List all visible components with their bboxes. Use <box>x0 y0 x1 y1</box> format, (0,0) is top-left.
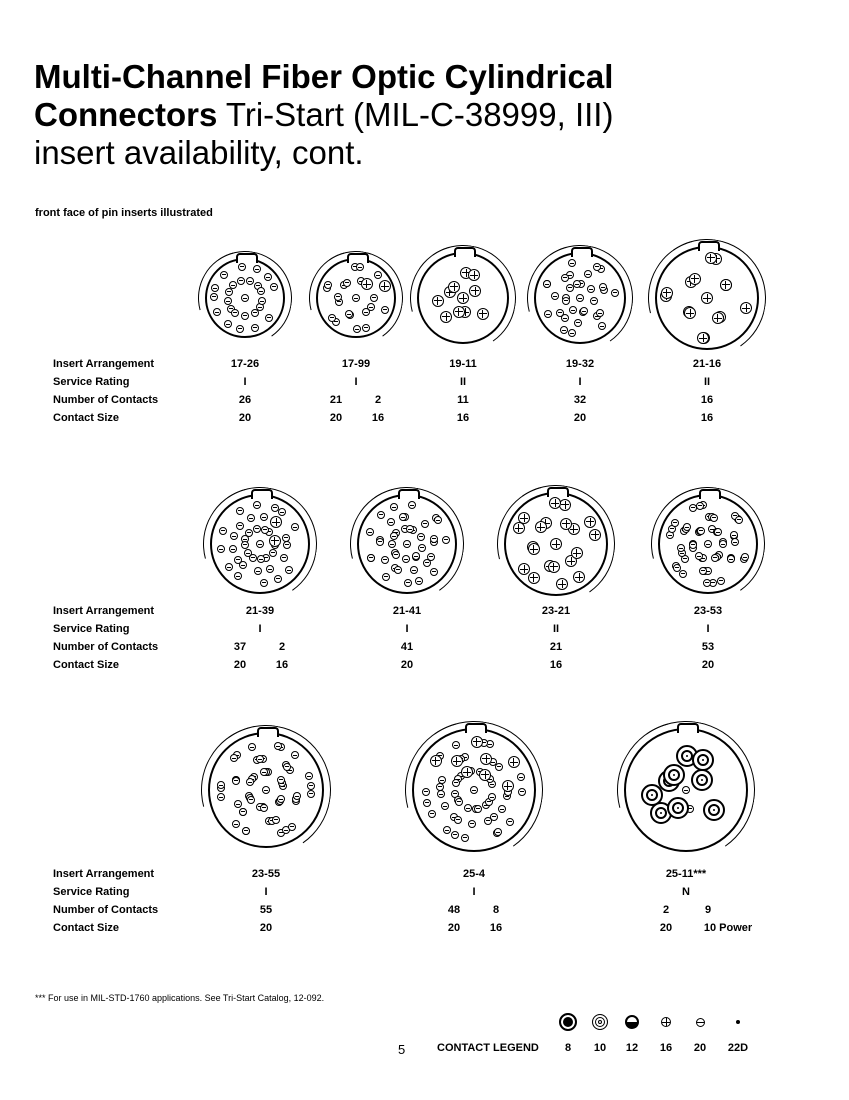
insert-diagram-23-53 <box>658 494 758 594</box>
contact-pin <box>494 828 502 836</box>
contact-pin <box>403 540 411 548</box>
insert-contacts-value: 11 <box>457 394 469 406</box>
contact-pin <box>560 518 572 530</box>
insert-diagram-17-26 <box>205 258 285 338</box>
contact-pin <box>712 312 724 324</box>
contact-pin <box>230 754 238 762</box>
contact-pin <box>576 294 584 302</box>
legend-size-label: 10 <box>593 1042 607 1054</box>
row-label-size: Contact Size <box>53 659 120 671</box>
insert-rating-value: I <box>578 376 582 388</box>
contact-pin <box>377 511 385 519</box>
row-label-contacts: Number of Contacts <box>53 904 159 916</box>
contact-pin <box>432 295 444 307</box>
insert-arrangement-value: 17-26 <box>230 358 260 370</box>
insert-diagram-21-16 <box>655 246 759 350</box>
insert-size-value: 20 <box>400 659 414 671</box>
insert-size-value: 16 <box>700 412 714 424</box>
legend-symbol-12 <box>625 1015 639 1029</box>
insert-diagram-21-41 <box>357 494 457 594</box>
contact-pin <box>232 777 240 785</box>
legend-size-label: 22D <box>727 1042 749 1054</box>
title-line-2-rest: Tri-Start (MIL-C-38999, III) <box>217 96 614 133</box>
legend-symbol-22D <box>736 1020 740 1024</box>
insert-contacts-value: 48 <box>447 904 461 916</box>
insert-arrangement-value: 25-4 <box>462 868 486 880</box>
contact-pin <box>584 516 596 528</box>
contact-pin <box>376 538 384 546</box>
contact-pin <box>404 579 412 587</box>
insert-rating-value: II <box>552 623 560 635</box>
contact-pin <box>683 523 691 531</box>
contact-pin <box>679 570 687 578</box>
contact-pin <box>562 297 570 305</box>
insert-contacts-value: 21 <box>549 641 563 653</box>
insert-arrangement-value: 21-16 <box>692 358 722 370</box>
insert-size-value: 20 <box>447 922 461 934</box>
insert-contacts-value: 53 <box>701 641 715 653</box>
insert-rating-value: N <box>682 886 690 898</box>
contact-pin <box>251 309 259 317</box>
contact-pin <box>239 808 247 816</box>
insert-arrangement-value: 23-53 <box>693 605 723 617</box>
contact-pin <box>241 312 249 320</box>
contact-pin <box>256 540 264 548</box>
insert-rating-value: I <box>706 623 710 635</box>
contact-pin <box>390 532 398 540</box>
insert-size-value: 16 <box>489 922 503 934</box>
legend-symbol-20 <box>696 1018 705 1027</box>
row-label-rating: Service Rating <box>53 886 130 898</box>
footnote: *** For use in MIL-STD-1760 applications. See Tri-Start Catalog, 12-092. <box>35 993 325 1003</box>
contact-pin <box>502 780 514 792</box>
insert-arrangement-value: 23-21 <box>541 605 571 617</box>
insert-rating-value: I <box>472 886 476 898</box>
contact-pin <box>513 522 525 534</box>
contact-pin <box>727 555 735 563</box>
contact-pin <box>387 518 395 526</box>
contact-pin <box>451 755 463 767</box>
contact-pin <box>417 533 425 541</box>
legend-symbol-10 <box>592 1014 608 1030</box>
contact-pin <box>274 575 282 583</box>
legend-size-label: 8 <box>564 1042 572 1054</box>
contact-pin <box>561 274 569 282</box>
contact-pin <box>343 279 351 287</box>
contact-pin <box>528 572 540 584</box>
insert-size-value: 20 <box>259 922 273 934</box>
contact-pin <box>366 528 374 536</box>
contact-pin <box>701 292 713 304</box>
contact-pin <box>517 773 525 781</box>
contact-pin <box>699 567 707 575</box>
insert-diagram-19-32 <box>534 252 626 344</box>
contact-pin <box>265 314 273 322</box>
insert-contacts-value: 9 <box>704 904 712 916</box>
contact-pin <box>283 763 291 771</box>
contact-pin <box>381 306 389 314</box>
contact-pin <box>714 528 722 536</box>
insert-contacts-value: 26 <box>238 394 252 406</box>
contact-pin <box>361 278 373 290</box>
contact-pin <box>256 755 264 763</box>
contact-pin <box>234 556 242 564</box>
contact-pin <box>382 573 390 581</box>
contact-pin <box>560 326 568 334</box>
contact-pin <box>374 271 382 279</box>
contact-pin <box>423 799 431 807</box>
page-number: 5 <box>398 1042 406 1057</box>
row-label-contacts: Number of Contacts <box>53 394 159 406</box>
insert-diagram-23-21 <box>504 492 608 596</box>
title-line-3: insert availability, cont. <box>34 134 364 171</box>
contact-pin <box>428 810 436 818</box>
contact-pin <box>474 805 482 813</box>
subtitle: front face of pin inserts illustrated <box>35 207 213 219</box>
contact-pin <box>353 325 361 333</box>
insert-rating-value: II <box>459 376 467 388</box>
insert-contacts-value: 37 <box>233 641 247 653</box>
contact-pin <box>370 294 378 302</box>
insert-arrangement-value: 17-99 <box>341 358 371 370</box>
contact-pin <box>277 776 285 784</box>
legend-size-label: 16 <box>659 1042 673 1054</box>
contact-pin <box>262 786 270 794</box>
contact-pin <box>479 769 491 781</box>
contact-pin <box>356 263 364 271</box>
insert-contacts-value: 8 <box>492 904 500 916</box>
insert-arrangement-value: 25-11*** <box>665 868 707 880</box>
row-label-arrangement: Insert Arrangement <box>53 868 155 880</box>
contact-pin <box>471 736 483 748</box>
contact-pin <box>334 293 342 301</box>
contact-pin <box>703 579 711 587</box>
insert-contacts-value: 2 <box>278 641 286 653</box>
insert-size-value: 20 <box>233 659 247 671</box>
contact-pin <box>593 263 601 271</box>
insert-diagram-25-11 <box>624 728 748 852</box>
insert-arrangement-value: 21-39 <box>245 605 275 617</box>
insert-arrangement-value: 23-55 <box>251 868 281 880</box>
title-line-2-bold: Connectors <box>34 96 218 133</box>
contact-pin <box>596 309 604 317</box>
insert-contacts-value: 55 <box>259 904 273 916</box>
contact-pin <box>453 306 465 318</box>
contact-pin <box>253 525 261 533</box>
contact-pin <box>663 764 685 786</box>
contact-pin <box>451 831 459 839</box>
legend-symbol-16 <box>661 1017 671 1027</box>
insert-diagram-21-39 <box>210 494 310 594</box>
insert-arrangement-value: 19-32 <box>565 358 595 370</box>
insert-rating-value: I <box>405 623 409 635</box>
row-label-arrangement: Insert Arrangement <box>53 358 155 370</box>
contact-pin <box>362 324 370 332</box>
contact-pin <box>251 324 259 332</box>
contact-pin <box>236 522 244 530</box>
insert-contacts-value: 2 <box>662 904 670 916</box>
insert-size-value: 16 <box>275 659 289 671</box>
contact-pin <box>269 535 281 547</box>
row-label-size: Contact Size <box>53 922 120 934</box>
contact-legend-label: CONTACT LEGEND <box>437 1042 539 1054</box>
insert-size-value: 20 <box>329 412 343 424</box>
insert-size-value: 20 <box>701 659 715 671</box>
contact-pin <box>210 293 218 301</box>
row-label-rating: Service Rating <box>53 376 130 388</box>
contact-pin <box>703 799 725 821</box>
contact-pin <box>717 577 725 585</box>
legend-size-label: 12 <box>625 1042 639 1054</box>
contact-pin <box>488 793 496 801</box>
contact-pin <box>498 805 506 813</box>
contact-pin <box>241 541 249 549</box>
contact-pin <box>528 543 540 555</box>
insert-size-value: 20 <box>573 412 587 424</box>
contact-pin <box>253 501 261 509</box>
insert-size-value: 10 Power <box>703 922 753 934</box>
contact-pin <box>711 554 719 562</box>
legend-size-label: 20 <box>693 1042 707 1054</box>
page-title <box>34 58 824 172</box>
contact-pin <box>272 816 280 824</box>
contact-pin <box>480 753 492 765</box>
contact-pin <box>242 827 250 835</box>
insert-contacts-value: 21 <box>329 394 343 406</box>
contact-pin <box>271 504 279 512</box>
row-label-contacts: Number of Contacts <box>53 641 159 653</box>
contact-pin <box>269 549 277 557</box>
insert-rating-value: I <box>258 623 262 635</box>
contact-pin <box>394 566 402 574</box>
title-line-1: Multi-Channel Fiber Optic Cylindrical <box>34 58 614 95</box>
contact-pin <box>661 287 673 299</box>
contact-pin <box>236 507 244 515</box>
contact-pin <box>440 311 452 323</box>
contact-pin <box>270 283 278 291</box>
contact-pin <box>430 755 442 767</box>
contact-pin <box>248 743 256 751</box>
contact-pin <box>741 553 749 561</box>
contact-pin <box>430 535 438 543</box>
contact-pin <box>589 529 601 541</box>
contact-pin <box>705 252 717 264</box>
contact-pin <box>237 277 245 285</box>
contact-pin <box>448 281 460 293</box>
insert-rating-value: II <box>703 376 711 388</box>
contact-pin <box>689 273 701 285</box>
contact-pin <box>328 314 336 322</box>
contact-pin <box>452 741 460 749</box>
insert-contacts-value: 2 <box>374 394 382 406</box>
contact-pin <box>285 566 293 574</box>
contact-pin <box>421 520 429 528</box>
insert-arrangement-value: 19-11 <box>449 358 477 370</box>
contact-pin <box>324 281 332 289</box>
contact-pin <box>367 554 375 562</box>
contact-pin <box>667 797 689 819</box>
contact-pin <box>457 292 469 304</box>
contact-pin <box>544 310 552 318</box>
contact-pin <box>231 309 239 317</box>
contact-pin <box>418 544 426 552</box>
contact-pin <box>260 804 268 812</box>
insert-diagram-23-55 <box>208 732 324 848</box>
insert-diagram-25-4 <box>412 728 536 852</box>
insert-contacts-value: 16 <box>700 394 714 406</box>
insert-diagram-19-11 <box>417 252 509 344</box>
contact-pin <box>260 513 268 521</box>
insert-size-value: 16 <box>456 412 470 424</box>
contact-pin <box>280 554 288 562</box>
contact-pin <box>220 271 228 279</box>
insert-rating-value: I <box>243 376 247 388</box>
contact-pin <box>599 283 607 291</box>
contact-pin <box>427 553 435 561</box>
contact-pin <box>247 796 255 804</box>
contact-pin <box>550 538 562 550</box>
contact-pin <box>697 527 705 535</box>
contact-pin <box>568 259 576 267</box>
contact-pin <box>710 514 718 522</box>
insert-rating-value: I <box>264 886 268 898</box>
row-label-size: Contact Size <box>53 412 120 424</box>
contact-pin <box>392 551 400 559</box>
contact-pin <box>454 816 462 824</box>
contact-pin <box>590 297 598 305</box>
row-label-arrangement: Insert Arrangement <box>53 605 155 617</box>
contact-pin <box>238 263 246 271</box>
contact-pin <box>720 279 732 291</box>
contact-pin <box>682 786 690 794</box>
insert-contacts-value: 32 <box>573 394 587 406</box>
contact-pin <box>260 768 268 776</box>
contact-pin <box>559 499 571 511</box>
contact-pin <box>543 280 551 288</box>
contact-pin <box>477 308 489 320</box>
insert-contacts-value: 41 <box>400 641 414 653</box>
contact-pin <box>735 516 743 524</box>
insert-rating-value: I <box>354 376 358 388</box>
insert-size-value: 20 <box>659 922 673 934</box>
contact-pin <box>574 319 582 327</box>
row-label-rating: Service Rating <box>53 623 130 635</box>
contact-pin <box>352 294 360 302</box>
contact-pin <box>689 541 697 549</box>
contact-pin <box>584 270 592 278</box>
contact-pin <box>381 556 389 564</box>
legend-symbol-8 <box>559 1013 577 1031</box>
contact-pin <box>422 788 430 796</box>
contact-pin <box>442 536 450 544</box>
insert-size-value: 16 <box>371 412 385 424</box>
insert-diagram-17-99 <box>316 258 396 338</box>
contact-pin <box>260 579 268 587</box>
insert-arrangement-value: 21-41 <box>392 605 422 617</box>
contact-pin <box>241 294 249 302</box>
contact-pin <box>468 820 476 828</box>
contact-pin <box>307 790 315 798</box>
contact-pin <box>704 540 712 548</box>
contact-pin <box>470 786 478 794</box>
insert-size-value: 16 <box>549 659 563 671</box>
contact-pin <box>548 561 560 573</box>
contact-pin <box>379 280 391 292</box>
contact-pin <box>455 798 463 806</box>
insert-size-value: 20 <box>238 412 252 424</box>
contact-pin <box>307 782 315 790</box>
contact-pin <box>535 521 547 533</box>
